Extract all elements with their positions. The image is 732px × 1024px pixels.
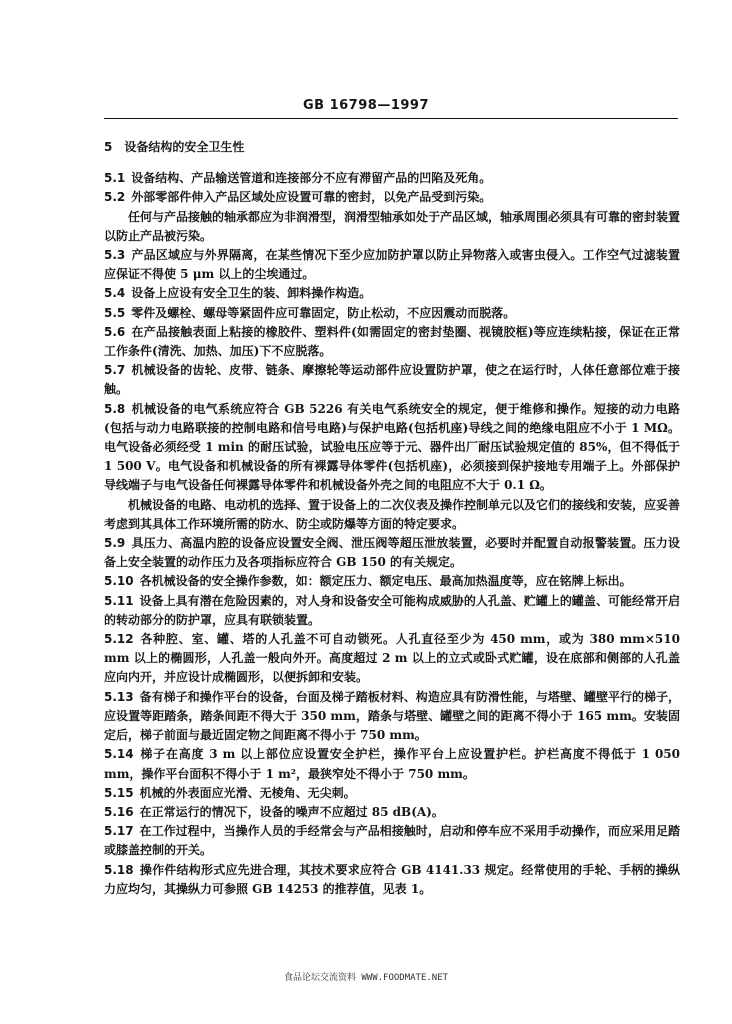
clause-number: 5.7 [104,363,126,378]
section-number: 5 [104,140,113,154]
clause-5-17 [104,822,680,860]
clause-text: 在工作过程中，当操作人员的手经常会与产品相接触时，启动和停车应不采用手动操作，而应采用足踏或膝盖控制的开关。 [104,824,680,858]
clause-number: 5.5 [104,305,126,320]
clause-5-8 [104,400,680,496]
clause-text: 设备结构、产品输送管道和连接部分不应有滞留产品的凹陷及死角。 [131,171,492,186]
clause-5-9 [104,534,680,572]
clause-5-7 [104,361,680,399]
clause-5-16 [104,803,680,822]
clause-number: 5.9 [104,536,126,551]
clause-number: 5.14 [104,747,134,762]
clause-number: 5.1 [104,171,126,186]
clause-number: 5.4 [104,286,126,301]
clause-text: 机械设备的电气系统应符合 GB 5226 有关电气系统安全的规定，便于维修和操作。短接的动力电路(包括与动力电路联接的控制电路和信号电路)与保护电路(包括机座)导线之间的绝缘电阻应不小于 1 MΩ。电气设备必须经受 1 min 的耐压试验，试验电压应等于元、器件出厂耐压试验规定值的 85%，但不得低于 1 500 V。电气设备和机械设备的所有裸露导体零件(包括机座)，必须接到保护接地专用端子上。外部保护导线端子与电气设备任何裸露导体零件和机械设备外壳之间的电阻应不大于 0.1 Ω。 [104,401,680,493]
clause-5-13 [104,688,680,746]
clause-number: 5.18 [104,862,134,877]
clause-number: 5.15 [104,785,134,800]
clause-5-18 [104,861,680,899]
clause-text: 零件及螺栓、螺母等紧固件应可靠固定，防止松动，不应因震动而脱落。 [131,305,516,320]
clause-text: 在正常运行的情况下，设备的噪声不应超过 85 dB(A)。 [139,804,444,819]
clause-5-15 [104,784,680,803]
clause-number: 5.2 [104,190,126,205]
clause-text: 备有梯子和操作平台的设备，台面及梯子踏板材料、构造应具有防滑性能，与塔壁、罐壁平行的梯子，应设置等距踏条，踏条间距不得大于 350 mm，踏条与塔壁、罐壁之间的距离不得小于 165 mm。安装固定后，梯子前面与最近固定物之间距离不得小于 750 mm。 [104,689,680,743]
clause-number: 5.16 [104,804,134,819]
clause-5-8-paragraph: 机械设备的电路、电动机的选择、置于设备上的二次仪表及操作控制单元以及它们的接线和安装，应妥善考虑到其具体工作环境所需的防水、防尘或防爆等方面的特定要求。 [104,497,681,531]
clause-5-2 [104,188,680,207]
clause-text: 产品区域应与外界隔离，在某些情况下至少应加防护罩以防止异物落入或害虫侵入。工作空气过滤装置应保证不得使 5 μm 以上的尘埃通过。 [104,248,680,282]
section-title: 设备结构的安全卫生性 [124,140,245,154]
section-heading [104,138,680,157]
clause-text: 各机械设备的安全操作参数，如：额定压力、额定电压、最高加热温度等，应在铭牌上标出。 [139,574,632,589]
clause-5-11 [104,592,680,630]
clause-number: 5.6 [104,324,126,339]
clause-text: 机械的外表面应光滑、无棱角、无尖刺。 [139,785,356,800]
clause-text: 在产品接触表面上粘接的橡胶件、塑料件(如需固定的密封垫圈、视镜胶框)等应连续粘接，保证在正常工作条件(清洗、加热、加压)下不应脱落。 [104,324,680,359]
clause-text: 操作件结构形式应先进合理，其技术要求应符合 GB 4141.33 规定。经常使用的手轮、手柄的操纵力应均匀，其操纵力可参照 GB 14253 的推荐值，见表 1。 [104,862,680,896]
page-footer: 食品论坛交流资料 WWW.FOODMATE.NET [283,973,449,983]
document-body [104,138,680,899]
clause-5-14 [104,745,680,783]
clause-text: 设备上应设有安全卫生的装、卸料操作构造。 [131,286,372,301]
clause-text: 具压力、高温内腔的设备应设置安全阀、泄压阀等超压泄放装置，必要时并配置自动报警装置。压力设备上安全装置的动作压力及各项指标应符合 GB 150 的有关规定。 [104,536,680,570]
clause-5-1 [104,169,680,188]
clause-5-4 [104,284,680,303]
clause-5-3 [104,246,680,284]
clause-5-10 [104,572,680,591]
clause-5-5 [104,304,680,323]
clause-5-12 [104,630,680,688]
clause-number: 5.10 [104,574,134,589]
clause-number: 5.3 [104,248,126,263]
clause-text: 设备上具有潜在危险因素的，对人身和设备安全可能构成威胁的人孔盖、贮罐上的罐盖、可能经常开启的转动部分的防护罩，应具有联锁装置。 [104,593,680,627]
clause-number: 5.17 [104,824,134,839]
clause-number: 5.11 [104,593,134,608]
clause-5-2-paragraph: 任何与产品接触的轴承都应为非润滑型，润滑型轴承如处于产品区域，轴承周围必须具有可靠的密封装置以防止产品被污染。 [104,209,681,243]
clause-number: 5.12 [104,632,134,647]
clause-5-6 [104,323,680,361]
clause-text: 梯子在高度 3 m 以上部位应设置安全护栏，操作平台上应设置护栏。护栏高度不得低于 1 050 mm，操作平台面积不得小于 1 m²，最狭窄处不得小于 750 mm。 [104,747,680,781]
clause-number: 5.8 [104,401,126,416]
header-divider [104,118,678,119]
clause-text: 机械设备的齿轮、皮带、链条、摩擦轮等运动部件应设置防护罩，使之在运行时，人体任意部位难于接触。 [104,363,680,397]
clause-text: 各种腔、室、罐、塔的人孔盖不可自动锁死。人孔直径至少为 450 mm，或为 380 mm×510 mm 以上的椭圆形，人孔盖一般向外开。高度超过 2 m 以上的立式或卧式贮罐，设在底部和侧部的人孔盖应向内开，并应设计成椭圆形，以便拆卸和安装。 [104,632,680,685]
standard-number-header: GB 16798—1997 [302,98,429,113]
clause-number: 5.13 [104,689,134,704]
clause-text: 外部零部件伸入产品区域处应设置可靠的密封，以免产品受到污染。 [131,190,492,205]
